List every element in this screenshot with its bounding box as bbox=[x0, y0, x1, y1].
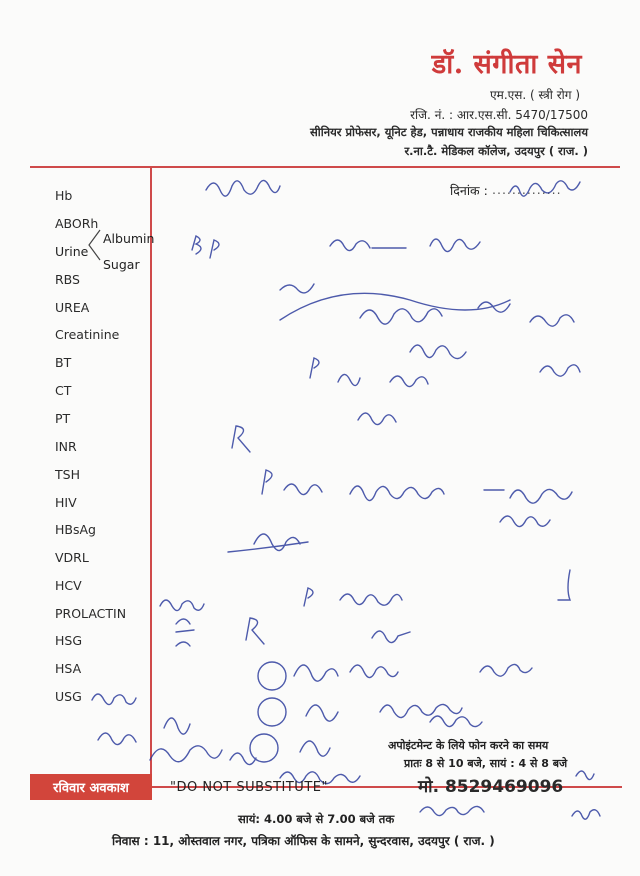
test-item: Hb bbox=[55, 188, 73, 203]
test-item: CT bbox=[55, 383, 72, 398]
test-item: TSH bbox=[55, 467, 80, 482]
test-item: Creatinine bbox=[55, 327, 120, 342]
do-not-substitute-label: "DO NOT SUBSTITUTE" bbox=[170, 780, 328, 795]
test-item: INR bbox=[55, 439, 77, 454]
appointment-time-heading: अपोइंटमेन्ट के लिये फोन करने का समय bbox=[388, 739, 549, 752]
urine-label: Urine bbox=[55, 244, 89, 259]
registration-number: रजि. नं. : आर.एस.सी. 5470/17500 bbox=[410, 108, 588, 122]
test-item: PROLACTIN bbox=[55, 606, 127, 621]
test-item: HCV bbox=[55, 578, 82, 593]
college: र.ना.टै. मेडिकल कॉलेज, उदयपुर ( राज. ) bbox=[404, 144, 588, 158]
test-item: BT bbox=[55, 355, 72, 370]
date-dots: .............. bbox=[492, 182, 562, 197]
test-item: HIV bbox=[55, 495, 77, 510]
appointment-time-hours: प्रातः 8 से 10 बजे, सायं : 4 से 8 बजे bbox=[404, 757, 568, 770]
test-item: RBS bbox=[55, 272, 80, 287]
test-item: HSG bbox=[55, 633, 83, 648]
test-item: ABORh bbox=[55, 216, 99, 231]
test-item: HSA bbox=[55, 661, 82, 676]
test-item: UREA bbox=[55, 300, 90, 315]
test-item: USG bbox=[55, 689, 82, 704]
designation: सीनियर प्रोफेसर, यूनिट हेड, पन्नाधाय राजकीय महिला चिकित्सालय bbox=[309, 125, 588, 139]
phone-number: मो. 8529469096 bbox=[418, 777, 564, 797]
residence-address: निवास : 11, ओस्तवाल नगर, पत्रिका ऑफिस के सामने, सुन्दरवास, उदयपुर ( राज. ) bbox=[112, 834, 495, 848]
test-item: VDRL bbox=[55, 550, 89, 565]
urine-albumin: Albumin bbox=[103, 231, 155, 246]
urine-sugar: Sugar bbox=[103, 257, 140, 272]
doctor-name: डॉ. संगीता सेन bbox=[431, 49, 582, 80]
evening-hours: सायं: 4.00 बजे से 7.00 बजे तक bbox=[238, 812, 395, 826]
qualification: एम.एस. ( स्त्री रोग ) bbox=[490, 88, 580, 102]
test-item: PT bbox=[55, 411, 71, 426]
test-item: HBsAg bbox=[55, 522, 96, 537]
date-label: दिनांक : bbox=[450, 183, 488, 198]
sunday-holiday-banner: रविवार अवकाश bbox=[30, 774, 152, 800]
